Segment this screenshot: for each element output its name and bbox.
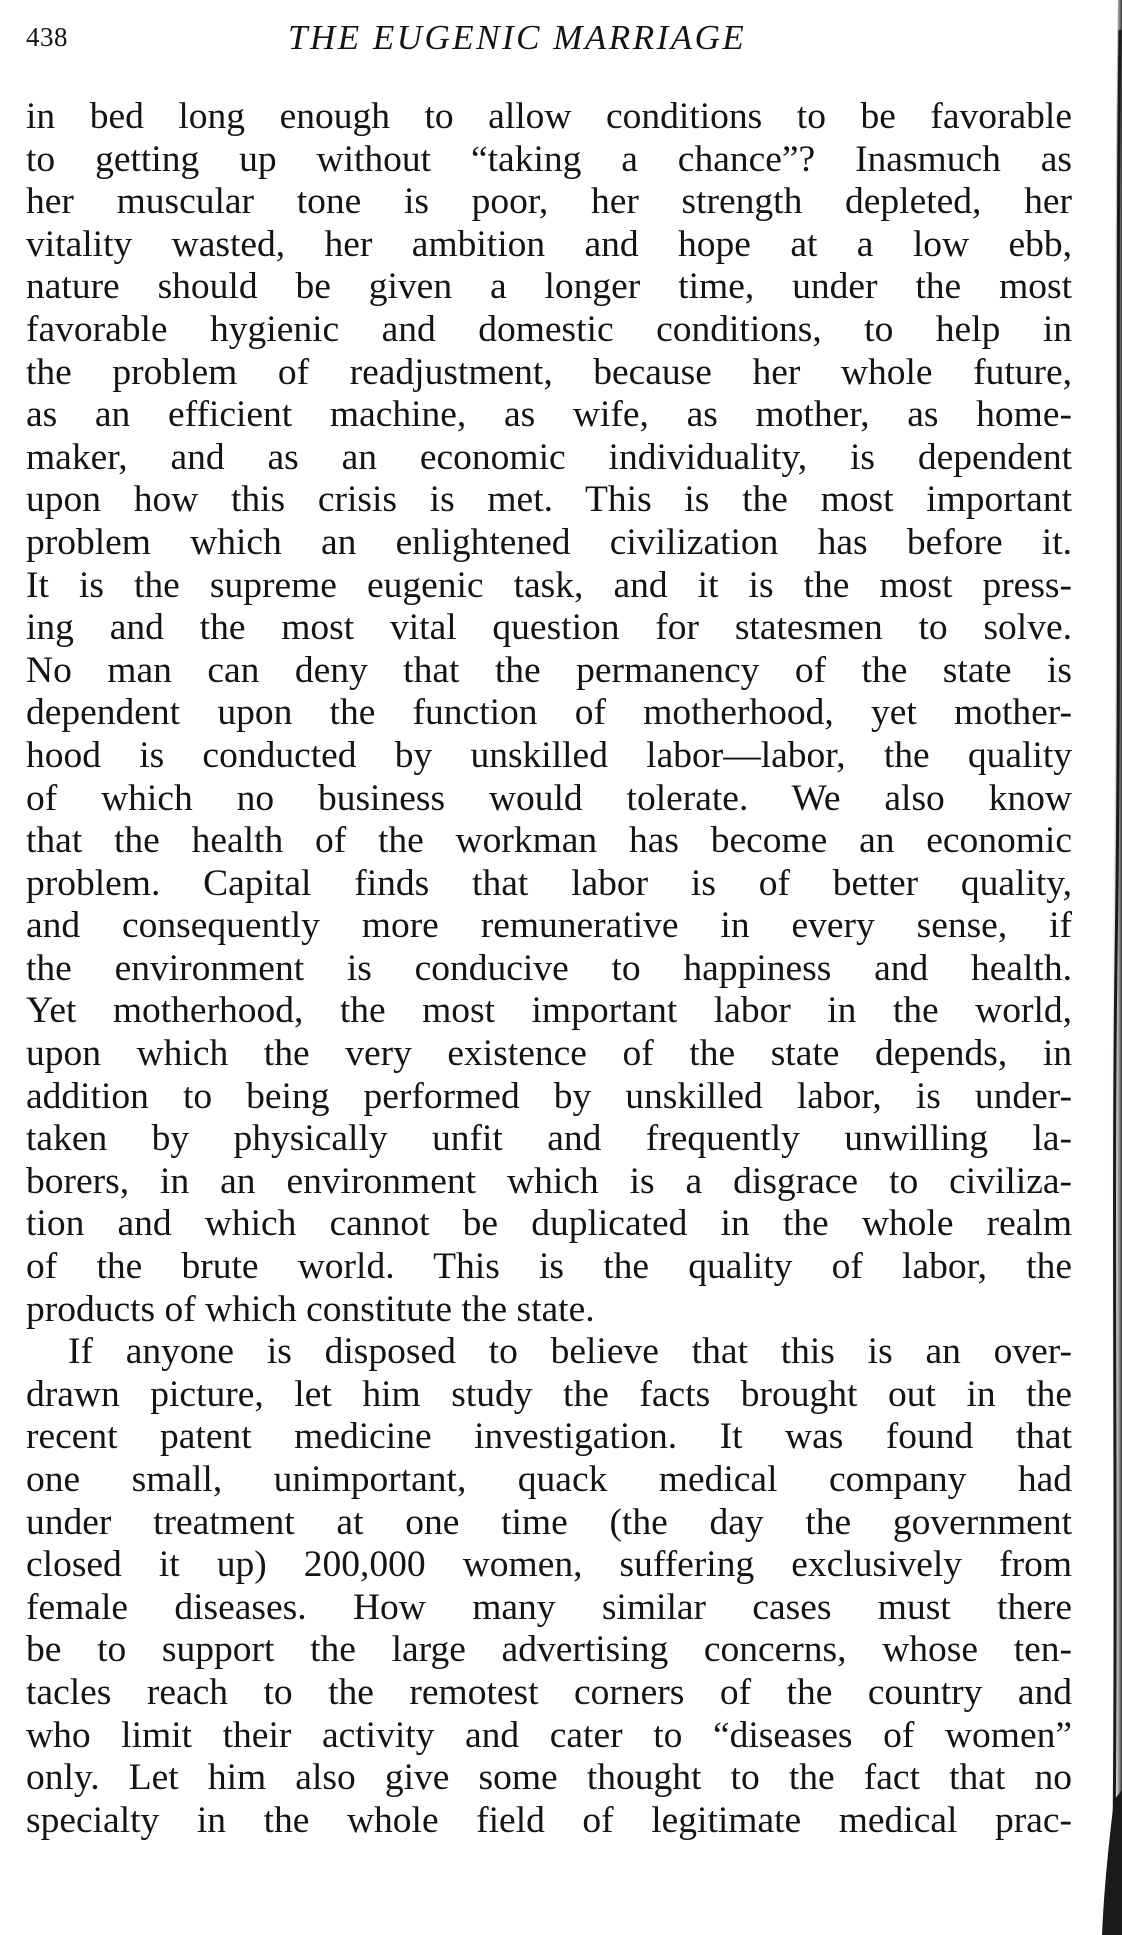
text-line: taken by physically unfit and frequently unwilling la- bbox=[26, 1118, 1072, 1160]
text-line: to getting up without “taking a chance”? Inasmuch as bbox=[26, 138, 1072, 180]
text-line: that the health of the workman has become an economic bbox=[26, 820, 1072, 862]
text-line: as an efficient machine, as wife, as mother, as home- bbox=[26, 394, 1072, 436]
running-title: THE EUGENIC MARRIAGE bbox=[288, 18, 747, 57]
page-header bbox=[26, 18, 1066, 68]
text-line: Yet motherhood, the most important labor in the world, bbox=[26, 990, 1072, 1032]
text-line: only. Let him also give some thought to the fact that no bbox=[26, 1757, 1072, 1799]
text-line: her muscular tone is poor, her strength depleted, her bbox=[26, 181, 1072, 223]
text-line: female diseases. How many similar cases must there bbox=[26, 1586, 1072, 1628]
text-line: tion and which cannot be duplicated in the whole realm bbox=[26, 1203, 1072, 1245]
book-spine-shadow bbox=[1096, 0, 1122, 1935]
text-line: who limit their activity and cater to “diseases of women” bbox=[26, 1714, 1072, 1756]
text-line: problem. Capital finds that labor is of better quality, bbox=[26, 862, 1072, 904]
text-line: nature should be given a longer time, under the most bbox=[26, 266, 1072, 308]
text-line: addition to being performed by unskilled labor, is under- bbox=[26, 1075, 1072, 1117]
text-line: drawn picture, let him study the facts brought out in the bbox=[26, 1373, 1072, 1415]
text-line: be to support the large advertising concerns, whose ten- bbox=[26, 1629, 1072, 1671]
body-text bbox=[26, 96, 1072, 1842]
text-line: vitality wasted, her ambition and hope at a low ebb, bbox=[26, 223, 1072, 265]
text-line: tacles reach to the remotest corners of the country and bbox=[26, 1671, 1072, 1713]
text-line: and consequently more remunerative in every sense, if bbox=[26, 905, 1072, 947]
paragraph-end-line: products of which constitute the state. bbox=[26, 1288, 595, 1330]
text-line: ing and the most vital question for statesmen to solve. bbox=[26, 607, 1072, 649]
text-line: the environment is conducive to happiness and health. bbox=[26, 947, 1072, 989]
text-line: It is the supreme eugenic task, and it is the most press- bbox=[26, 564, 1072, 606]
text-line: specialty in the whole field of legitimate medical prac- bbox=[26, 1799, 1072, 1841]
text-line: No man can deny that the permanency of the state is bbox=[26, 649, 1072, 691]
text-line: under treatment at one time (the day the government bbox=[26, 1501, 1072, 1543]
text-line: recent patent medicine investigation. It was found that bbox=[26, 1416, 1072, 1458]
paragraph-start-line: If anyone is disposed to believe that this is an over- bbox=[68, 1331, 1072, 1373]
text-line: one small, unimportant, quack medical company had bbox=[26, 1459, 1072, 1500]
text-line: closed it up) 200,000 women, suffering exclusively from bbox=[26, 1544, 1072, 1586]
text-line: in bed long enough to allow conditions to be favorable bbox=[26, 96, 1072, 137]
text-line: maker, and as an economic individuality, is dependent bbox=[26, 436, 1072, 478]
text-line: of the brute world. This is the quality of labor, the bbox=[26, 1246, 1072, 1288]
text-line: dependent upon the function of motherhood, yet mother- bbox=[26, 692, 1072, 734]
text-line: hood is conducted by unskilled labor—labor, the quality bbox=[26, 734, 1072, 776]
text-line: upon which the very existence of the state depends, in bbox=[26, 1033, 1072, 1075]
text-line: problem which an enlightened civilization has before it. bbox=[26, 521, 1072, 563]
text-line: borers, in an environment which is a disgrace to civiliza- bbox=[26, 1160, 1072, 1202]
text-line: the problem of readjustment, because her whole future, bbox=[26, 351, 1072, 393]
page-number: 438 bbox=[26, 22, 68, 52]
text-line: upon how this crisis is met. This is the most important bbox=[26, 479, 1072, 521]
text-line: of which no business would tolerate. We also know bbox=[26, 777, 1072, 819]
text-line: favorable hygienic and domestic conditions, to help in bbox=[26, 308, 1072, 350]
